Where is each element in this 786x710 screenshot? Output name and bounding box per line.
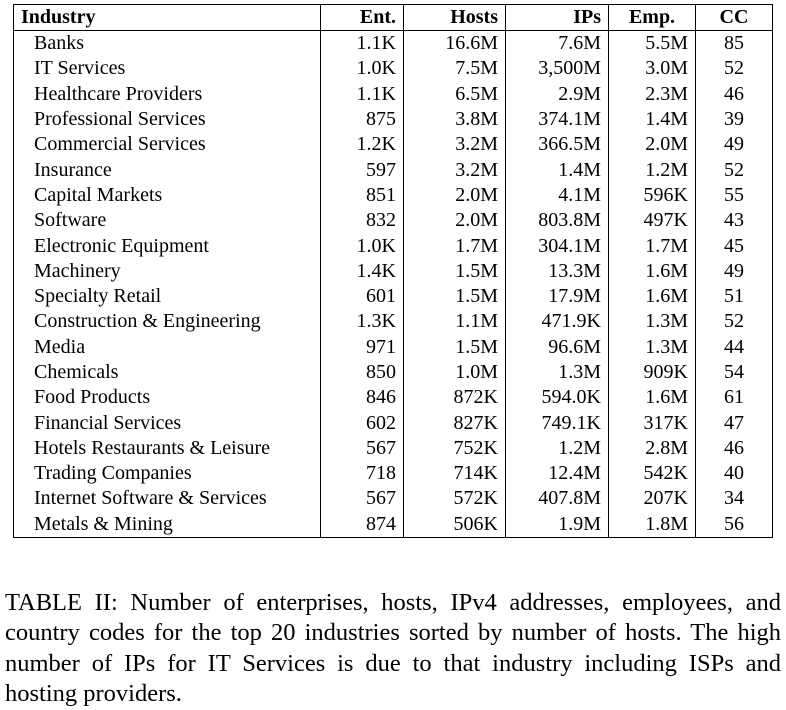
cell-ips: 1.3M xyxy=(506,360,609,385)
cell-employees: 317K xyxy=(609,410,696,435)
table-row xyxy=(14,284,773,309)
cell-industry: Healthcare Providers xyxy=(14,82,321,107)
cell-employees: 909K xyxy=(609,360,696,385)
cell-country-codes: 61 xyxy=(696,385,773,410)
cell-hosts: 752K xyxy=(404,436,506,461)
cell-hosts: 2.0M xyxy=(404,183,506,208)
cell-industry: Metals & Mining xyxy=(14,512,321,538)
cell-hosts: 506K xyxy=(404,512,506,538)
cell-hosts: 1.5M xyxy=(404,284,506,309)
cell-enterprises: 601 xyxy=(321,284,404,309)
cell-hosts: 2.0M xyxy=(404,208,506,233)
cell-hosts: 3.2M xyxy=(404,132,506,157)
cell-hosts: 1.7M xyxy=(404,233,506,258)
cell-industry: Banks xyxy=(14,31,321,57)
cell-ips: 304.1M xyxy=(506,233,609,258)
table-row xyxy=(14,259,773,284)
cell-country-codes: 39 xyxy=(696,107,773,132)
cell-employees: 1.4M xyxy=(609,107,696,132)
cell-industry: Trading Companies xyxy=(14,461,321,486)
cell-industry: Capital Markets xyxy=(14,183,321,208)
cell-employees: 1.3M xyxy=(609,309,696,334)
cell-employees: 3.0M xyxy=(609,56,696,81)
cell-industry: Construction & Engineering xyxy=(14,309,321,334)
cell-ips: 1.9M xyxy=(506,512,609,538)
cell-industry: Food Products xyxy=(14,385,321,410)
table-row xyxy=(14,461,773,486)
cell-country-codes: 51 xyxy=(696,284,773,309)
cell-enterprises: 567 xyxy=(321,436,404,461)
cell-ips: 13.3M xyxy=(506,259,609,284)
cell-enterprises: 1.3K xyxy=(321,309,404,334)
cell-enterprises: 1.0K xyxy=(321,233,404,258)
cell-industry: Machinery xyxy=(14,259,321,284)
cell-employees: 1.3M xyxy=(609,335,696,360)
cell-ips: 12.4M xyxy=(506,461,609,486)
cell-ips: 96.6M xyxy=(506,335,609,360)
table-row xyxy=(14,132,773,157)
cell-industry: Media xyxy=(14,335,321,360)
cell-country-codes: 52 xyxy=(696,56,773,81)
cell-industry: Internet Software & Services xyxy=(14,486,321,511)
header-enterprises: Ent. xyxy=(321,5,404,31)
cell-employees: 1.7M xyxy=(609,233,696,258)
table-row xyxy=(14,31,773,57)
cell-country-codes: 55 xyxy=(696,183,773,208)
cell-country-codes: 47 xyxy=(696,410,773,435)
cell-country-codes: 52 xyxy=(696,157,773,182)
cell-ips: 2.9M xyxy=(506,82,609,107)
cell-employees: 207K xyxy=(609,486,696,511)
table-row xyxy=(14,183,773,208)
header-hosts: Hosts xyxy=(404,5,506,31)
cell-country-codes: 52 xyxy=(696,309,773,334)
cell-ips: 1.2M xyxy=(506,436,609,461)
cell-enterprises: 1.2K xyxy=(321,132,404,157)
cell-hosts: 572K xyxy=(404,486,506,511)
table-row xyxy=(14,309,773,334)
cell-employees: 542K xyxy=(609,461,696,486)
cell-enterprises: 874 xyxy=(321,512,404,538)
cell-ips: 1.4M xyxy=(506,157,609,182)
cell-enterprises: 597 xyxy=(321,157,404,182)
header-row xyxy=(14,5,773,31)
table-row xyxy=(14,233,773,258)
cell-hosts: 872K xyxy=(404,385,506,410)
cell-enterprises: 850 xyxy=(321,360,404,385)
industry-table-container xyxy=(13,4,772,538)
cell-enterprises: 718 xyxy=(321,461,404,486)
cell-hosts: 3.8M xyxy=(404,107,506,132)
cell-country-codes: 40 xyxy=(696,461,773,486)
cell-country-codes: 49 xyxy=(696,259,773,284)
cell-enterprises: 1.0K xyxy=(321,56,404,81)
table-row xyxy=(14,410,773,435)
cell-country-codes: 46 xyxy=(696,436,773,461)
table-row xyxy=(14,157,773,182)
cell-enterprises: 851 xyxy=(321,183,404,208)
table-header xyxy=(14,5,773,31)
header-industry: Industry xyxy=(14,5,321,31)
cell-enterprises: 1.1K xyxy=(321,31,404,57)
cell-employees: 1.6M xyxy=(609,385,696,410)
cell-industry: Financial Services xyxy=(14,410,321,435)
cell-country-codes: 44 xyxy=(696,335,773,360)
cell-enterprises: 971 xyxy=(321,335,404,360)
cell-ips: 803.8M xyxy=(506,208,609,233)
cell-enterprises: 846 xyxy=(321,385,404,410)
cell-enterprises: 832 xyxy=(321,208,404,233)
cell-country-codes: 34 xyxy=(696,486,773,511)
cell-employees: 2.0M xyxy=(609,132,696,157)
cell-enterprises: 1.1K xyxy=(321,82,404,107)
header-employees: Emp. xyxy=(609,5,696,31)
cell-enterprises: 875 xyxy=(321,107,404,132)
cell-employees: 1.6M xyxy=(609,259,696,284)
cell-ips: 366.5M xyxy=(506,132,609,157)
cell-enterprises: 602 xyxy=(321,410,404,435)
cell-hosts: 7.5M xyxy=(404,56,506,81)
cell-ips: 374.1M xyxy=(506,107,609,132)
table-row xyxy=(14,512,773,538)
cell-country-codes: 46 xyxy=(696,82,773,107)
cell-hosts: 827K xyxy=(404,410,506,435)
cell-industry: Commercial Services xyxy=(14,132,321,157)
table-caption: TABLE II: Number of enterprises, hosts, IPv4 addresses, employees, and country codes for the top 20 industries sorted by number of hosts. The high number of IPs for IT Services is due to that industry including ISPs and hosting providers. xyxy=(5,588,781,707)
cell-enterprises: 567 xyxy=(321,486,404,511)
cell-hosts: 1.0M xyxy=(404,360,506,385)
table-row xyxy=(14,107,773,132)
table-row xyxy=(14,56,773,81)
cell-industry: Chemicals xyxy=(14,360,321,385)
table-body xyxy=(14,31,773,538)
cell-ips: 4.1M xyxy=(506,183,609,208)
cell-country-codes: 85 xyxy=(696,31,773,57)
cell-country-codes: 49 xyxy=(696,132,773,157)
cell-industry: Specialty Retail xyxy=(14,284,321,309)
cell-employees: 1.8M xyxy=(609,512,696,538)
cell-ips: 7.6M xyxy=(506,31,609,57)
cell-industry: Electronic Equipment xyxy=(14,233,321,258)
table-row xyxy=(14,360,773,385)
cell-hosts: 714K xyxy=(404,461,506,486)
table-row xyxy=(14,208,773,233)
cell-ips: 471.9K xyxy=(506,309,609,334)
table-row xyxy=(14,385,773,410)
cell-country-codes: 56 xyxy=(696,512,773,538)
cell-industry: Professional Services xyxy=(14,107,321,132)
header-country-codes: CC xyxy=(696,5,773,31)
cell-employees: 497K xyxy=(609,208,696,233)
industry-table xyxy=(13,4,773,538)
cell-employees: 2.3M xyxy=(609,82,696,107)
cell-employees: 5.5M xyxy=(609,31,696,57)
cell-industry: Software xyxy=(14,208,321,233)
cell-employees: 1.6M xyxy=(609,284,696,309)
table-row xyxy=(14,436,773,461)
cell-hosts: 1.1M xyxy=(404,309,506,334)
cell-ips: 594.0K xyxy=(506,385,609,410)
table-row xyxy=(14,486,773,511)
cell-hosts: 1.5M xyxy=(404,335,506,360)
cell-hosts: 6.5M xyxy=(404,82,506,107)
cell-ips: 17.9M xyxy=(506,284,609,309)
cell-ips: 407.8M xyxy=(506,486,609,511)
cell-hosts: 3.2M xyxy=(404,157,506,182)
cell-hosts: 1.5M xyxy=(404,259,506,284)
cell-ips: 3,500M xyxy=(506,56,609,81)
cell-ips: 749.1K xyxy=(506,410,609,435)
cell-industry: Insurance xyxy=(14,157,321,182)
cell-enterprises: 1.4K xyxy=(321,259,404,284)
cell-country-codes: 54 xyxy=(696,360,773,385)
table-row xyxy=(14,82,773,107)
cell-country-codes: 45 xyxy=(696,233,773,258)
cell-country-codes: 43 xyxy=(696,208,773,233)
header-ips: IPs xyxy=(506,5,609,31)
cell-industry: IT Services xyxy=(14,56,321,81)
table-row xyxy=(14,335,773,360)
cell-hosts: 16.6M xyxy=(404,31,506,57)
cell-industry: Hotels Restaurants & Leisure xyxy=(14,436,321,461)
cell-employees: 1.2M xyxy=(609,157,696,182)
cell-employees: 596K xyxy=(609,183,696,208)
cell-employees: 2.8M xyxy=(609,436,696,461)
